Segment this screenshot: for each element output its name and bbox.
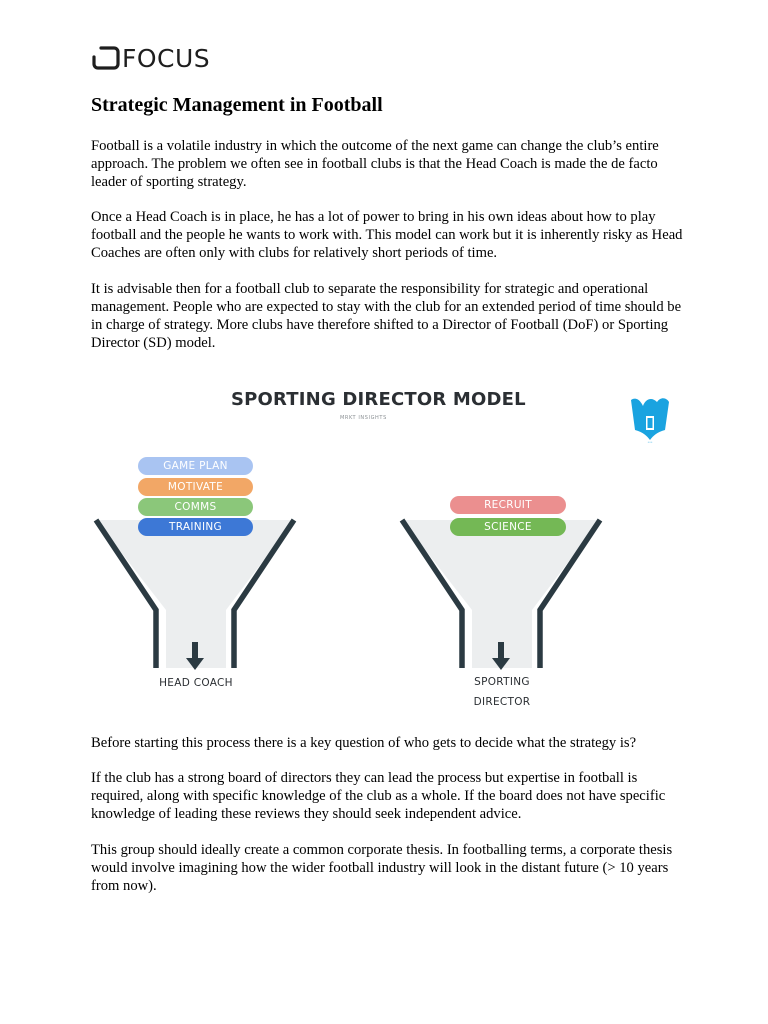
paragraph: It is advisable then for a football club to separate the responsibility for strategic and operational management. People who are expected to stay with the club for an extended period of time should be in charge of strategy. More clubs have therefore shifted to a Director of Football (DoF) or Sporting Director (SD) model. — [91, 281, 682, 351]
head-coach-label: HEAD COACH — [159, 677, 233, 689]
focus-logo-icon — [90, 45, 120, 71]
sd-input-science: SCIENCE — [450, 518, 566, 536]
focus-logo — [90, 44, 210, 72]
brand-name: FOCUS — [122, 43, 211, 73]
head-coach-input-comms: COMMS — [138, 498, 253, 516]
figure-title: SPORTING DIRECTOR MODEL — [231, 389, 526, 410]
figure-subtitle: MRKT INSIGHTS — [340, 415, 387, 421]
head-coach-input-game-plan: GAME PLAN — [138, 457, 253, 475]
page-title: Strategic Management in Football — [91, 94, 383, 116]
svg-text:•••: ••• — [647, 440, 653, 444]
paragraph: If the club has a strong board of directors they can lead the process but expertise in football is required, along with specific knowledge of the club as a whole. If the board does not have specific knowledge of leading these reviews they should seek independent advice. — [91, 770, 666, 822]
sporting-director-label: SPORTING DIRECTOR — [473, 676, 531, 708]
sd-input-recruit: RECRUIT — [450, 496, 566, 514]
shield-logo-icon — [627, 394, 673, 444]
paragraph: Football is a volatile industry in which the outcome of the next game can change the club’s entire approach. The problem we often see in football clubs is that the Head Coach is made the de facto leader of sporting strategy. — [91, 138, 659, 190]
head-coach-input-training: TRAINING — [138, 518, 253, 536]
paragraph: This group should ideally create a common corporate thesis. In footballing terms, a corporate thesis would involve imagining how the wider football industry will look in the distant future (> 10 years from now). — [91, 842, 673, 894]
paragraph: Once a Head Coach is in place, he has a lot of power to bring in his own ideas about how to play football and the people he wants to work with. This model can work but it is inherently risky as Head Coaches are often only with clubs for relatively short periods of time. — [91, 209, 683, 261]
sporting-director-model-figure — [90, 380, 690, 715]
paragraph: Before starting this process there is a key question of who gets to decide what the strategy is? — [91, 735, 637, 751]
head-coach-input-motivate: MOTIVATE — [138, 478, 253, 496]
